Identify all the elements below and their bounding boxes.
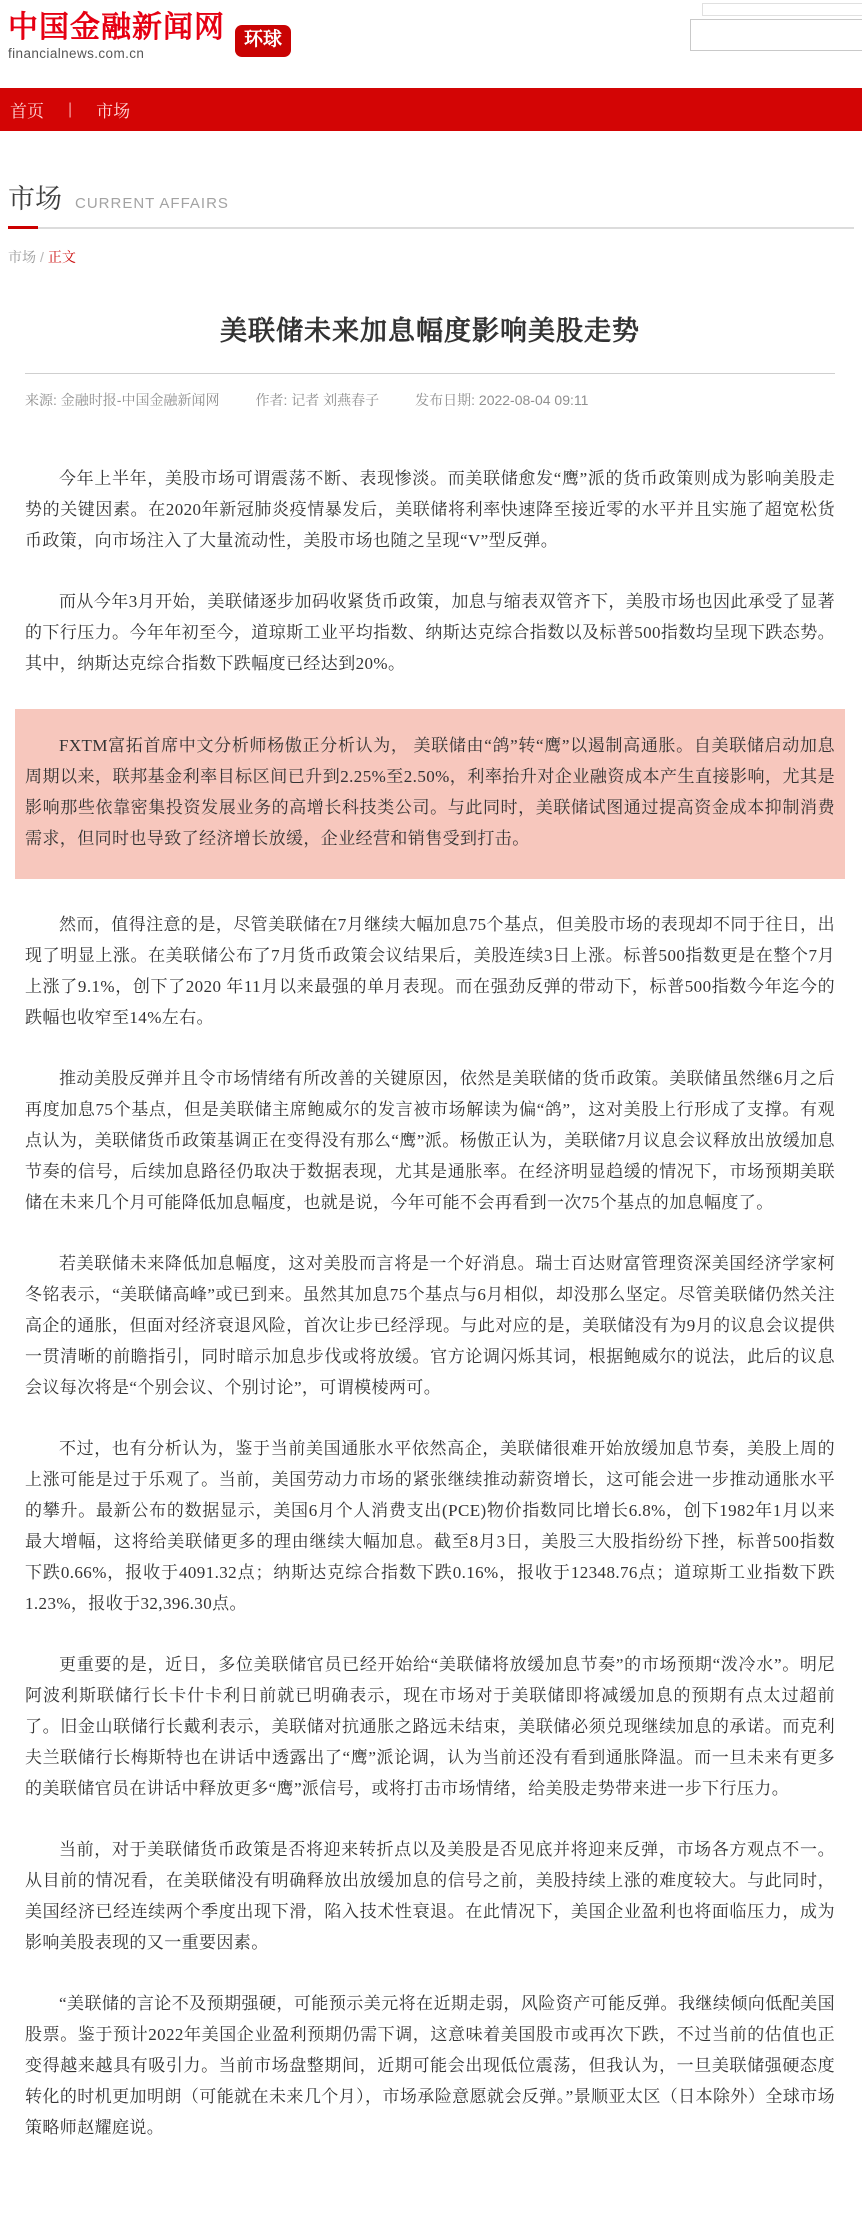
site-logo-title[interactable]: 中国金融新闻网 — [8, 11, 225, 44]
article-paragraph: 而从今年3月开始，美联储逐步加码收紧货币政策，加息与缩表双管齐下，美股市场也因此承受了显著的下行压力。今年年初至今，道琼斯工业平均指数、纳斯达克综合指数以及标普500指数均呈现下跌态势。其中，纳斯达克综合指数下跌幅度已经达到20%。 — [25, 592, 835, 673]
meta-date-value: 2022-08-04 09:11 — [478, 392, 589, 408]
article-paragraph: 不过，也有分析认为，鉴于当前美国通胀水平依然高企，美联储很难开始放缓加息节奏，美股上周的上涨可能是过于乐观了。当前，美国劳动力市场的紧张继续推动薪资增长，这可能会进一步推动通胀水平的攀升。最新公布的数据显示，美国6月个人消费支出(PCE)物价指数同比增长6.8%，创下1982年1月以来最大增幅，这将给美联储更多的理由继续大幅加息。截至8月3日，美股三大股指纷纷下挫，标普500指数下跌0.66%，报收于4091.32点；纳斯达克综合指数下跌0.16%，报收于12348.76点；道琼斯工业指数下跌1.23%，报收于32,396.30点。 — [25, 1439, 835, 1613]
article-paragraph: 当前，对于美联储货币政策是否将迎来转折点以及美股是否见底并将迎来反弹，市场各方观点不一。从目前的情况看，在美联储没有明确释放出放缓加息的信号之前，美股持续上涨的难度较大。与此同时，美国经济已经连续两个季度出现下滑，陷入技术性衰退。在此情况下，美国企业盈利也将面临压力，成为影响美股表现的又一重要因素。 — [25, 1840, 835, 1952]
breadcrumb-market[interactable]: 市场 — [8, 249, 36, 265]
content — [0, 177, 862, 2203]
title-divider — [25, 373, 835, 374]
article-paragraph: “美联储的言论不及预期强硬，可能预示美元将在近期走弱，风险资产可能反弹。我继续倾向低配美国股票。鉴于预计2022年美国企业盈利预期仍需下调，这意味着美国股市或再次下跌，不过当前的估值也正变得越来越具有吸引力。当前市场盘整期间，近期可能会出现低位震荡，但我认为，一旦美联储强硬态度转化的时机更加明朗（可能就在未来几个月），市场承险意愿就会反弹。”景顺亚太区（日本除外）全球市场策略师赵耀庭说。 — [25, 1994, 835, 2137]
meta-date-label: 发布日期: — [415, 392, 476, 408]
nav-divider: | — [68, 100, 73, 118]
highlighted-paragraph: FXTM富拓首席中文分析师杨傲正分析认为， 美联储由“鸽”转“鹰”以遏制高通胀。自美联储启动加息周期以来，联邦基金利率目标区间已升到2.25%至2.50%，利率抬升对企业融资成本产生直接影响，尤其是影响那些依靠密集投资发展业务的高增长科技类公司。与此同时，美联储试图通过提高资金成本抑制消费需求，但同时也导致了经济增长放缓，企业经营和销售受到打击。 — [15, 709, 845, 879]
article-paragraph: 今年上半年，美股市场可谓震荡不断、表现惨淡。而美联储愈发“鹰”派的货币政策则成为影响美股走势的关键因素。在2020年新冠肺炎疫情暴发后，美联储将利率快速降至接近零的水平并且实施了超宽松货币政策，向市场注入了大量流动性，美股市场也随之呈现“V”型反弹。 — [25, 469, 835, 550]
breadcrumb-separator: / — [40, 249, 44, 265]
article-paragraph: 然而，值得注意的是，尽管美联储在7月继续大幅加息75个基点，但美股市场的表现却不同于往日，出现了明显上涨。在美联储公布了7月货币政策会议结果后，美股连续3日上涨。标普500指数更是在整个7月上涨了9.1%，创下了2020 年11月以来最强的单月表现。而在强劲反弹的带动下，标普500指数今年迄今的跌幅也收窄至14%左右。 — [25, 915, 835, 1027]
section-header — [8, 177, 854, 216]
section-rule-accent — [8, 226, 38, 229]
meta-source-label: 来源: — [25, 392, 57, 408]
site-logo[interactable] — [8, 13, 225, 61]
section-title: 市场 — [8, 184, 62, 214]
site-logo-domain: financialnews.com.cn — [8, 46, 145, 61]
article-body — [25, 463, 835, 2143]
article — [8, 309, 854, 2143]
meta-author — [255, 390, 379, 410]
breadcrumb — [8, 247, 854, 267]
article-paragraph: 推动美股反弹并且令市场情绪有所改善的关键原因，依然是美联储的货币政策。美联储虽然继6月之后再度加息75个基点，但是美联储主席鲍威尔的发言被市场解读为偏“鸽”，这对美股上行形成了支撑。有观点认为，美联储货币政策基调正在变得没有那么“鹰”派。杨傲正认为，美联储7月议息会议释放出放缓加息节奏的信号，后续加息路径仍取决于数据表现，尤其是通胀率。在经济明显趋缓的情况下，市场预期美联储在未来几个月可能降低加息幅度，也就是说，今年可能不会再看到一次75个基点的加息幅度了。 — [25, 1069, 835, 1212]
breadcrumb-current: 正文 — [47, 249, 76, 265]
article-paragraph: 更重要的是，近日，多位美联储官员已经开始给“美联储将放缓加息节奏”的市场预期“泼冷水”。明尼阿波利斯联储行长卡什卡利日前就已明确表示，现在市场对于美联储即将减缓加息的预期有点太过超前了。旧金山联储行长戴利表示，美联储对抗通胀之路远未结束，美联储必须兑现继续加息的承诺。而克利夫兰联储行长梅斯特也在讲话中透露出了“鹰”派论调，认为当前还没有看到通胀降温。而一旦未来有更多的美联储官员在讲话中释放更多“鹰”派信号，或将打击市场情绪，给美股走势带来进一步下行压力。 — [25, 1655, 835, 1798]
meta-date — [415, 390, 588, 410]
meta-source-value: 金融时报-中国金融新闻网 — [60, 392, 220, 408]
search-input[interactable] — [690, 19, 862, 51]
search-input-top[interactable] — [702, 3, 862, 16]
section-rule — [8, 227, 854, 229]
site-header — [0, 0, 862, 88]
article-paragraph: 若美联储未来降低加息幅度，这对美股而言将是一个好消息。瑞士百达财富管理资深美国经济学家柯冬铭表示，“美联储高峰”或已到来。虽然其加息75个基点与6月相似，却没那么坚定。尽管美联储仍然关注高企的通胀，但面对经济衰退风险，首次让步已经浮现。与此对应的是，美联储没有为9月的议息会议提供一贯清晰的前瞻指引，同时暗示加息步伐或将放缓。官方论调闪烁其词，根据鲍威尔的说法，此后的议息会议每次将是“个别会议、个别讨论”，可谓模棱两可。 — [25, 1254, 835, 1397]
article-meta — [25, 390, 835, 410]
channel-badge[interactable]: 环球 — [235, 25, 291, 57]
meta-author-label: 作者: — [255, 392, 288, 408]
article-title: 美联储未来加息幅度影响美股走势 — [220, 316, 640, 346]
nav-item-home[interactable]: 首页 — [10, 102, 44, 121]
section-subtitle: CURRENT AFFAIRS — [75, 195, 229, 212]
nav-item-market[interactable]: 市场 — [96, 102, 131, 121]
meta-author-value: 记者 刘燕春子 — [291, 392, 380, 408]
meta-source — [25, 390, 219, 410]
logo-block — [8, 13, 291, 61]
main-nav — [0, 88, 862, 131]
